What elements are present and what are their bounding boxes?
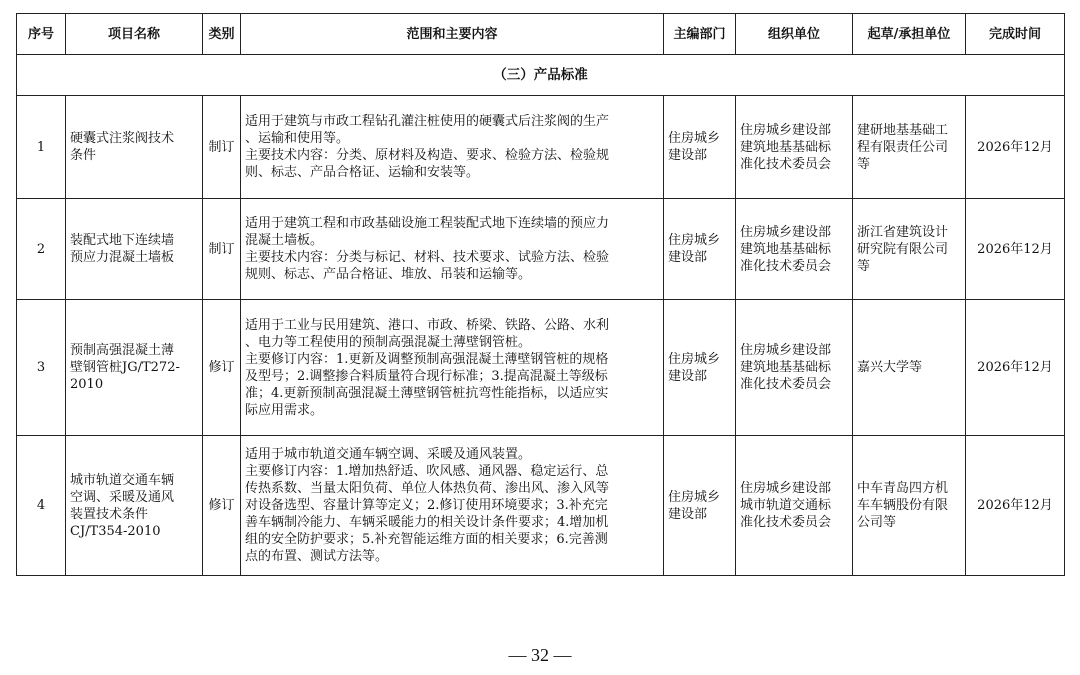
category: 修订 bbox=[203, 300, 241, 436]
completion-time: 2026年12月 bbox=[966, 436, 1065, 576]
project-name-line: 城市轨道交通车辆 bbox=[70, 472, 175, 488]
project-name-line: 装置技术条件 bbox=[70, 506, 149, 522]
category: 修订 bbox=[203, 436, 241, 576]
organizer-line: 住房城乡建设部 bbox=[740, 481, 832, 496]
scope-content-line: 适用于工业与民用建筑、港口、市政、桥梁、铁路、公路、水利 bbox=[245, 317, 610, 333]
col-header-org: 组织单位 bbox=[736, 14, 853, 55]
header-row bbox=[17, 14, 1065, 55]
organizer-line: 建筑地基基础标 bbox=[740, 139, 832, 155]
scope-content-line: 、运输和使用等。 bbox=[245, 131, 350, 146]
table-row bbox=[17, 436, 1065, 576]
organizer bbox=[736, 436, 853, 576]
drafter-line: 等 bbox=[857, 156, 871, 172]
editor-dept-line: 住房城乡 bbox=[668, 351, 721, 367]
organizer-line: 准化技术委员会 bbox=[740, 156, 832, 172]
col-header-editor: 主编部门 bbox=[664, 14, 736, 55]
scope-content bbox=[241, 300, 664, 436]
scope-content-line: 传热系数、当量太阳负荷、单位人体热负荷、渗出风、渗入风等 bbox=[245, 481, 610, 496]
project-name-line: 空调、采暖及通风 bbox=[70, 489, 175, 505]
scope-content bbox=[241, 436, 664, 576]
completion-time: 2026年12月 bbox=[966, 199, 1065, 300]
project-name-line: 壁钢管桩JG/T272- bbox=[70, 360, 180, 375]
editor-dept bbox=[664, 436, 736, 576]
organizer-line: 准化技术委员会 bbox=[740, 377, 832, 392]
drafter bbox=[853, 436, 966, 576]
editor-dept bbox=[664, 199, 736, 300]
drafter-line: 程有限责任公司 bbox=[857, 139, 949, 155]
editor-dept-line: 建设部 bbox=[668, 506, 708, 522]
scope-content-line: 主要技术内容：分类、原材料及构造、要求、检验方法、检验规 bbox=[245, 148, 610, 163]
col-header-no: 序号 bbox=[17, 14, 66, 55]
section-row bbox=[17, 55, 1065, 96]
organizer-line: 准化技术委员会 bbox=[740, 258, 832, 274]
drafter bbox=[853, 96, 966, 199]
editor-dept-line: 建设部 bbox=[668, 148, 708, 163]
drafter-line: 嘉兴大学等 bbox=[857, 360, 923, 375]
organizer-line: 准化技术委员会 bbox=[740, 515, 832, 530]
scope-content-line: 适用于建筑与市政工程钻孔灌注桩使用的硬囊式后注浆阀的生产 bbox=[245, 114, 610, 129]
section-title: （三）产品标准 bbox=[17, 55, 1065, 96]
col-header-done: 完成时间 bbox=[966, 14, 1065, 55]
completion-time: 2026年12月 bbox=[966, 300, 1065, 436]
scope-content-line: 适用于城市轨道交通车辆空调、采暖及通风装置。 bbox=[245, 447, 532, 462]
organizer bbox=[736, 199, 853, 300]
organizer-line: 住房城乡建设部 bbox=[740, 224, 832, 240]
scope-content-line: 组的安全防护要求；5.补充智能运维方面的相关要求；6.完善测 bbox=[245, 532, 608, 547]
project-name bbox=[66, 96, 203, 199]
drafter bbox=[853, 300, 966, 436]
scope-content-line: 混凝土墙板。 bbox=[245, 233, 324, 248]
col-header-drafter: 起草/承担单位 bbox=[853, 14, 966, 55]
editor-dept-line: 建设部 bbox=[668, 250, 708, 265]
editor-dept bbox=[664, 96, 736, 199]
scope-content-line: 则、标志、产品合格证、运输和安装等。 bbox=[245, 165, 480, 180]
project-name-line: 硬囊式注浆阀技术 bbox=[70, 131, 175, 146]
drafter-line: 建研地基基础工 bbox=[857, 122, 949, 138]
organizer-line: 住房城乡建设部 bbox=[740, 122, 832, 138]
editor-dept bbox=[664, 300, 736, 436]
scope-content-line: 主要修订内容：1.更新及调整预制高强混凝土薄壁钢管桩的规格 bbox=[245, 351, 609, 367]
scope-content-line: 、电力等工程使用的预制高强混凝土薄壁钢管桩。 bbox=[245, 334, 532, 350]
drafter bbox=[853, 199, 966, 300]
project-name-line: 装配式地下连续墙 bbox=[70, 233, 175, 248]
editor-dept-line: 住房城乡 bbox=[668, 489, 721, 505]
organizer bbox=[736, 300, 853, 436]
project-name-line: CJ/T354-2010 bbox=[70, 523, 161, 539]
editor-dept-line: 住房城乡 bbox=[668, 233, 721, 248]
page-number: — 32 — bbox=[508, 645, 572, 665]
row-number: 2 bbox=[17, 199, 66, 300]
scope-content-line: 准；4.更新预制高强混凝土薄壁钢管桩抗弯性能指标，以适应实 bbox=[245, 385, 609, 401]
col-header-type: 类别 bbox=[203, 14, 241, 55]
scope-content-line: 主要技术内容：分类与标记、材料、技术要求、试验方法、检验 bbox=[245, 250, 610, 265]
scope-content-line: 点的布置、测试方法等。 bbox=[245, 549, 389, 564]
row-number: 3 bbox=[17, 300, 66, 436]
project-name bbox=[66, 199, 203, 300]
project-name bbox=[66, 300, 203, 436]
drafter-line: 研究院有限公司 bbox=[857, 241, 949, 257]
table-row bbox=[17, 199, 1065, 300]
completion-time: 2026年12月 bbox=[966, 96, 1065, 199]
table-row bbox=[17, 96, 1065, 199]
project-name-line: 预应力混凝土墙板 bbox=[70, 250, 175, 265]
project-name-line: 2010 bbox=[70, 377, 104, 392]
scope-content-line: 规则、标志、产品合格证、堆放、吊装和运输等。 bbox=[245, 267, 532, 282]
row-number: 4 bbox=[17, 436, 66, 576]
organizer-line: 建筑地基基础标 bbox=[740, 241, 832, 257]
organizer-line: 住房城乡建设部 bbox=[740, 343, 832, 358]
scope-content bbox=[241, 96, 664, 199]
category: 制订 bbox=[203, 199, 241, 300]
category: 制订 bbox=[203, 96, 241, 199]
scope-content-line: 及型号；2.调整掺合料质量符合现行标准；3.提高混凝土等级标 bbox=[245, 368, 608, 384]
organizer-line: 建筑地基基础标 bbox=[740, 360, 832, 375]
drafter-line: 等 bbox=[857, 258, 871, 274]
project-name bbox=[66, 436, 203, 576]
standards-table bbox=[16, 13, 1065, 576]
scope-content-line: 际应用需求。 bbox=[245, 402, 324, 418]
organizer-line: 城市轨道交通标 bbox=[740, 498, 832, 513]
scope-content-line: 善车辆制冷能力、车辆采暖能力的相关设计条件要求；4.增加机 bbox=[245, 515, 609, 530]
scope-content-line: 适用于建筑工程和市政基础设施工程装配式地下连续墙的预应力 bbox=[245, 216, 610, 231]
scope-content bbox=[241, 199, 664, 300]
row-number: 1 bbox=[17, 96, 66, 199]
drafter-line: 车车辆股份有限 bbox=[857, 498, 949, 513]
scope-content-line: 对设备选型、容量计算等定义；2.修订使用环境要求；3.补充完 bbox=[245, 498, 608, 513]
project-name-line: 预制高强混凝土薄 bbox=[70, 343, 175, 358]
drafter-line: 公司等 bbox=[857, 515, 897, 530]
editor-dept-line: 建设部 bbox=[668, 368, 708, 384]
table-row bbox=[17, 300, 1065, 436]
drafter-line: 中车青岛四方机 bbox=[857, 481, 949, 496]
col-header-name: 项目名称 bbox=[66, 14, 203, 55]
editor-dept-line: 住房城乡 bbox=[668, 131, 721, 146]
organizer bbox=[736, 96, 853, 199]
col-header-scope: 范围和主要内容 bbox=[241, 14, 664, 55]
scope-content-line: 主要修订内容：1.增加热舒适、吹风感、通风器、稳定运行、总 bbox=[245, 464, 609, 479]
project-name-line: 条件 bbox=[70, 148, 97, 163]
drafter-line: 浙江省建筑设计 bbox=[857, 224, 949, 240]
